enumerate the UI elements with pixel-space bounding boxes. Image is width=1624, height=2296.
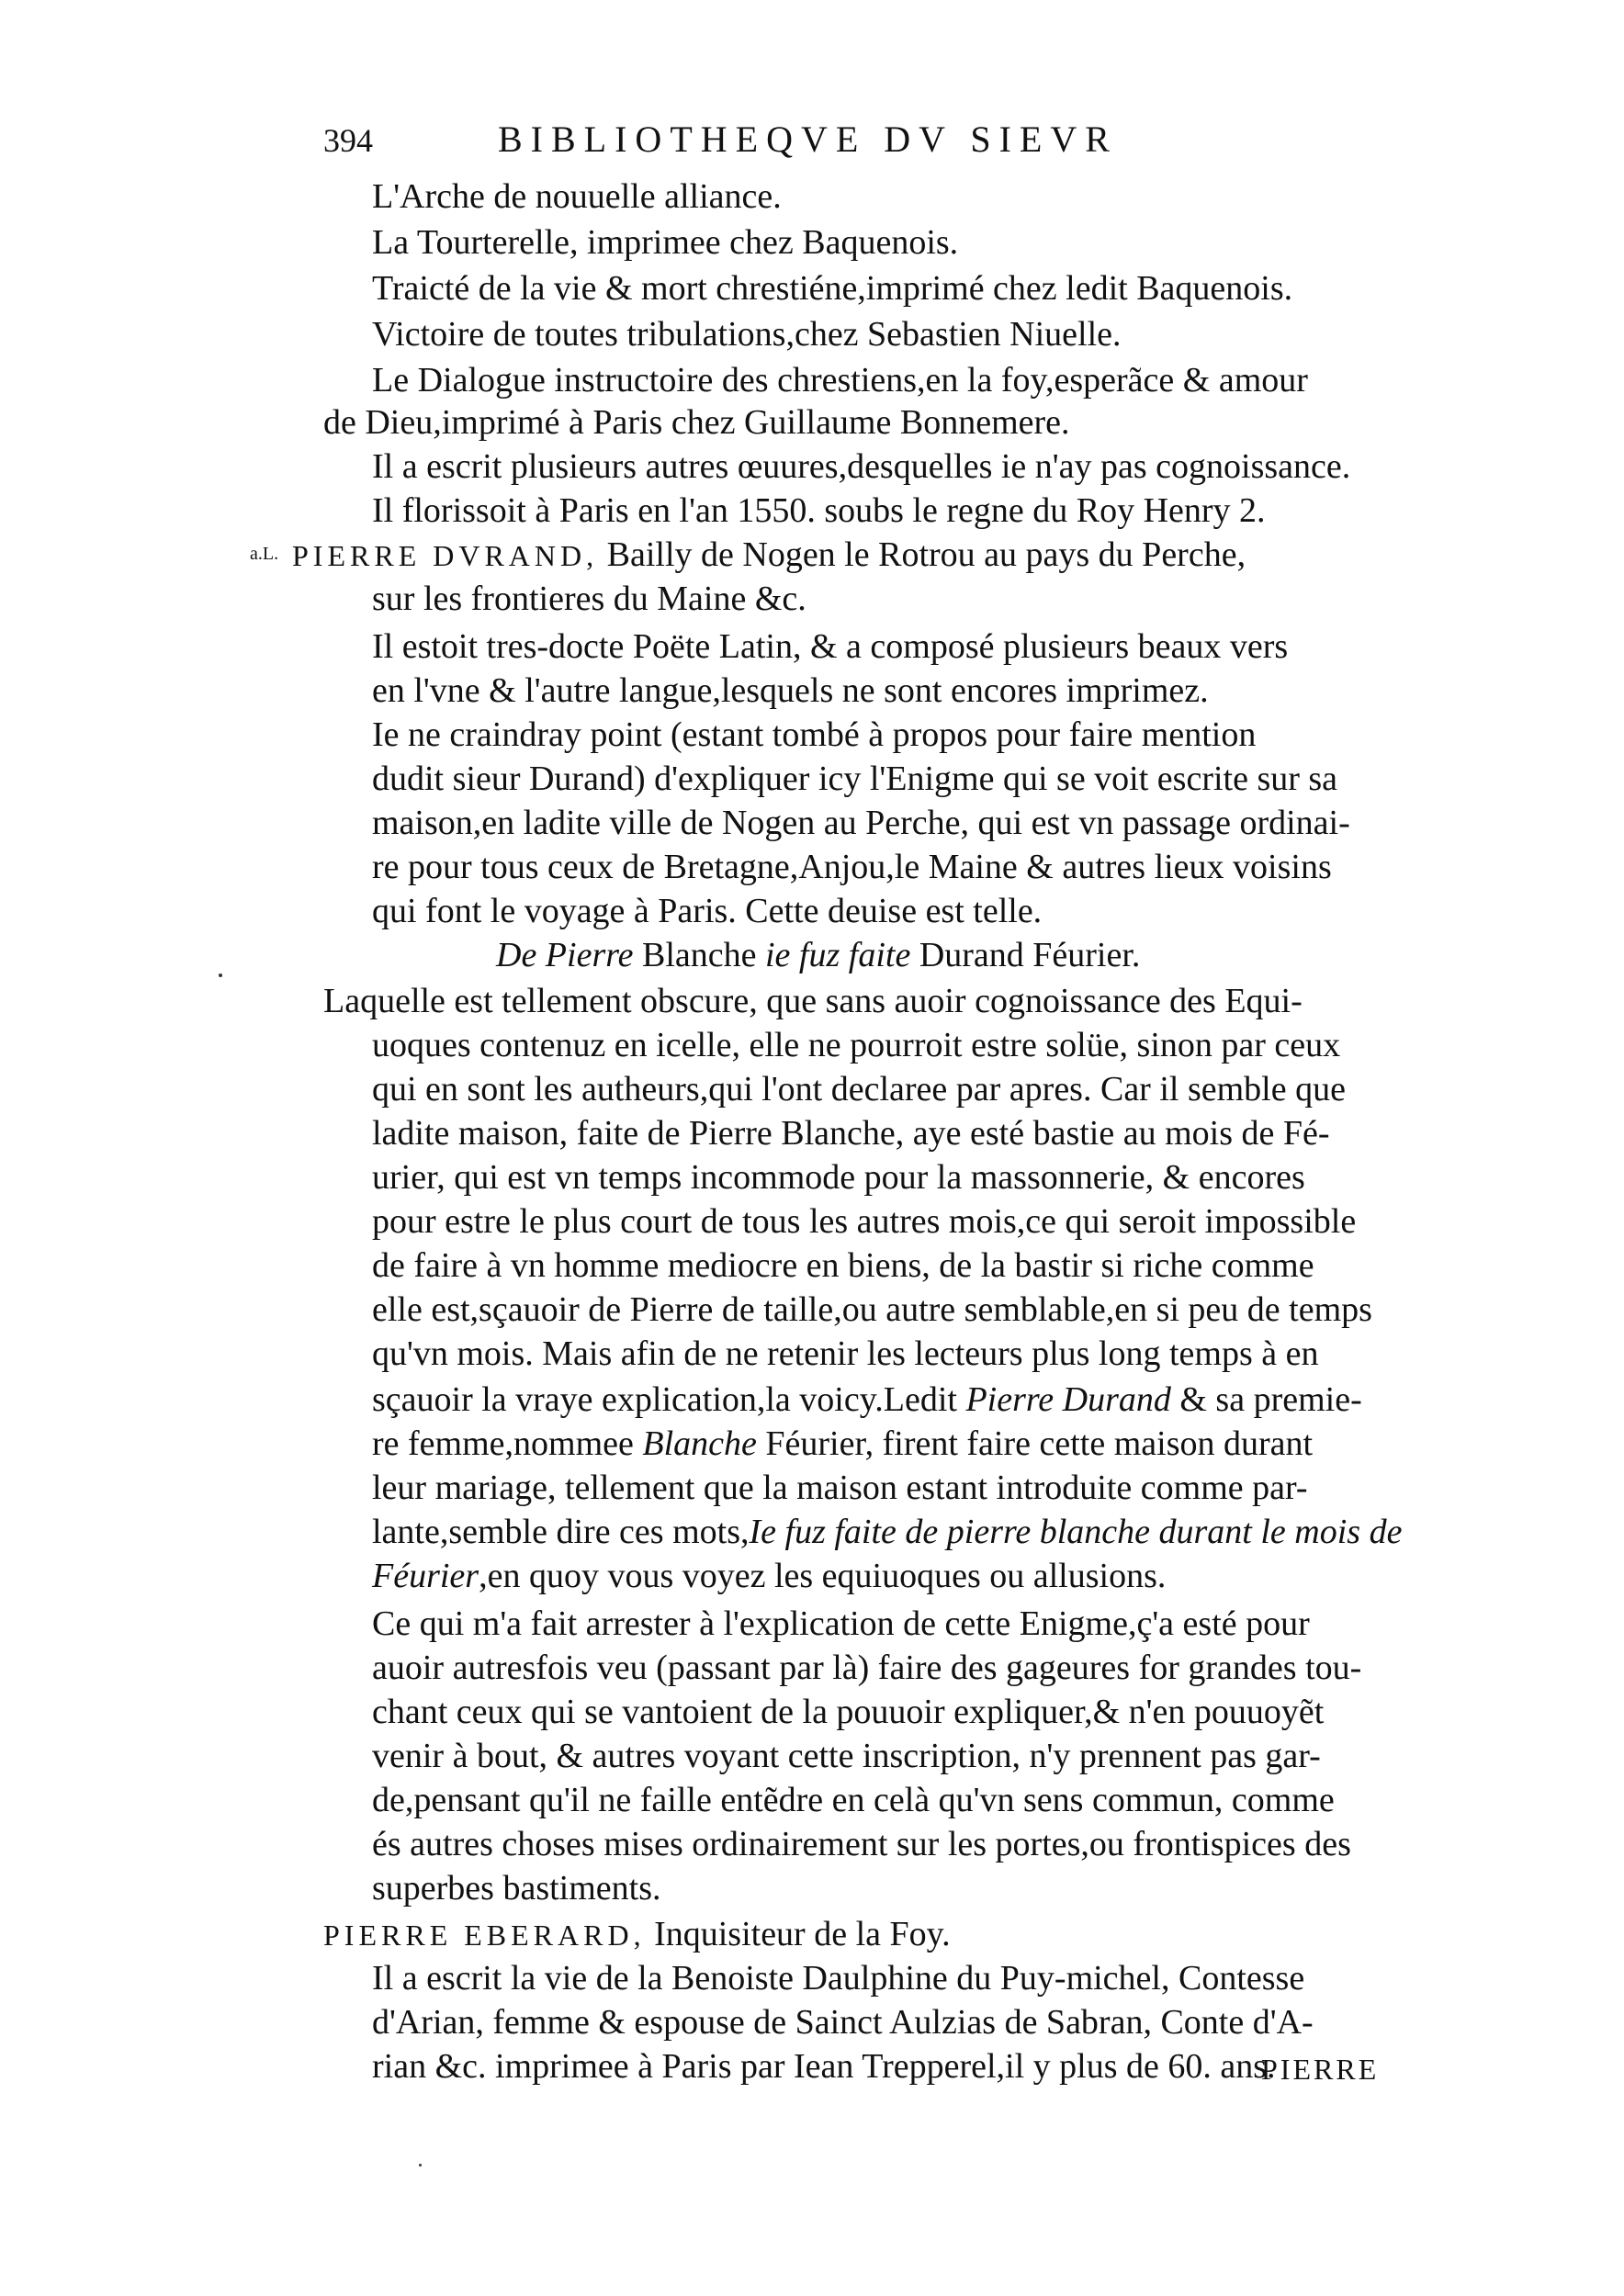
text-line: sur les frontieres du Maine &c. (372, 580, 806, 618)
text-span: Féurier (756, 1424, 865, 1463)
text-line: Ie ne craindray point (estant tombé à propos pour faire mention (372, 715, 1257, 754)
text-line: Il a escrit plusieurs autres œuures,desquelles ie n'ay pas cognoissance. (372, 447, 1351, 486)
text-line: chant ceux qui se vantoient de la pouuoir expliquer,& n'en pouuoyẽt (372, 1693, 1325, 1731)
devise-part: ie fuz faite (756, 936, 919, 974)
text-line: pour estre le plus court de tous les autres mois,ce qui seroit impossible (372, 1202, 1357, 1241)
text-line: dudit sieur Durand) d'expliquer icy l'Enigme qui se voit escrite sur sa (372, 760, 1338, 798)
text-line: qui en sont les autheurs,qui l'ont declaree par apres. Car il semble que (372, 1070, 1346, 1109)
text-span: ,en quoy vous voyez les equiuoques ou allusions. (479, 1557, 1167, 1595)
entry-name: PIERRE EBERARD, (323, 1919, 646, 1952)
text-line (372, 1378, 1362, 1422)
text-line: Victoire de toutes tribulations,chez Sebastien Niuelle. (372, 315, 1122, 354)
text-line: Le Dialogue instructoire des chrestiens,en la foy,esperãce & amour (372, 361, 1308, 400)
text-line: de,pensant qu'il ne faille entẽdre en celà qu'vn sens commun, comme (372, 1781, 1335, 1819)
text-span: lante,semble dire ces mots, (372, 1513, 750, 1551)
text-line: en l'vne & l'autre langue,lesquels ne sont encores imprimez. (372, 671, 1209, 710)
text-line: qu'vn mois. Mais afin de ne retenir les lecteurs plus long temps à en (372, 1334, 1319, 1373)
entry-description: Inquisiteur de la Foy. (645, 1915, 951, 1953)
text-line: uoques contenuz en icelle, elle ne pourroit estre solüe, sinon par ceux (372, 1026, 1341, 1064)
margin-note: a.L. (250, 544, 279, 564)
page-header (323, 118, 1269, 173)
text-span: & sa premie- (1170, 1380, 1362, 1419)
running-head: BIBLIOTHEQVE DV SIEVR (498, 118, 1118, 160)
text-line: Laquelle est tellement obscure, que sans auoir cognoissance des Equi- (323, 982, 1303, 1020)
text-line: leur mariage, tellement que la maison estant introduite comme par- (372, 1469, 1308, 1507)
devise-part: Blanche (641, 936, 757, 974)
text-line: qui font le voyage à Paris. Cette deuise est telle. (372, 892, 1043, 930)
text-span: sçauoir la vraye explication,la voicy.Ledit (372, 1380, 966, 1419)
text-line: elle est,sçauoir de Pierre de taille,ou autre semblable,en si peu de temps (372, 1290, 1372, 1329)
text-line: Il florissoit à Paris en l'an 1550. soubs le regne du Roy Henry 2. (372, 491, 1266, 530)
entry-name: PIERRE DVRAND, (292, 539, 599, 572)
text-line: Traicté de la vie & mort chrestiéne,imprimé chez ledit Baquenois. (372, 269, 1293, 308)
text-span: Féurier (372, 1557, 479, 1595)
text-line: urier, qui est vn temps incommode pour la massonnerie, & encores (372, 1158, 1305, 1197)
catchword: PIERRE (1261, 2053, 1380, 2086)
paper-speck (419, 2164, 422, 2167)
text-span: re femme,nommee (372, 1424, 643, 1463)
text-line: auoir autresfois veu (passant par là) faire des gageures for grandes tou- (372, 1649, 1362, 1687)
text-line: superbes bastiments. (372, 1869, 661, 1908)
text-line: La Tourterelle, imprimee chez Baquenois. (372, 223, 959, 262)
devise-part: Durand (919, 936, 1024, 974)
text-span: Pierre Durand (965, 1380, 1171, 1419)
text-line: de faire à vn homme mediocre en biens, de la bastir si riche comme (372, 1246, 1314, 1285)
text-line: rian &c. imprimee à Paris par Iean Trepperel,il y plus de 60. ans. (372, 2047, 1276, 2086)
text-line: L'Arche de nouuelle alliance. (372, 177, 782, 216)
devise-part: Féurier. (1023, 936, 1141, 974)
text-line: és autres choses mises ordinairement sur les portes,ou frontispices des (372, 1825, 1351, 1863)
text-line: re pour tous ceux de Bretagne,Anjou,le Maine & autres lieux voisins (372, 848, 1332, 886)
text-span: Ie fuz faite de pierre blanche durant le mois de (749, 1513, 1403, 1551)
devise-line (496, 933, 1140, 977)
text-line (372, 1510, 1402, 1554)
entry-heading-eberard (323, 1912, 951, 1956)
entry-description: Bailly de Nogen le Rotrou au pays du Perche, (598, 535, 1246, 574)
text-span: Blanche (642, 1424, 757, 1463)
text-line: Il a escrit la vie de la Benoiste Daulphine du Puy-michel, Contesse (372, 1959, 1305, 1998)
entry-heading-durand (292, 533, 1246, 577)
text-line: d'Arian, femme & espouse de Sainct Aulzias de Sabran, Conte d'A- (372, 2003, 1314, 2042)
text-line: venir à bout, & autres voyant cette inscription, n'y prennent pas gar- (372, 1737, 1321, 1775)
text-line: ladite maison, faite de Pierre Blanche, aye esté bastie au mois de Fé- (372, 1114, 1330, 1153)
text-line (372, 1422, 1313, 1466)
devise-part: De Pierre (496, 936, 642, 974)
text-span: , firent faire cette maison durant (864, 1424, 1314, 1463)
text-line: Ce qui m'a fait arrester à l'explication de cette Enigme,ç'a esté pour (372, 1604, 1310, 1643)
text-line (372, 1554, 1166, 1598)
text-line: maison,en ladite ville de Nogen au Perche, qui est vn passage ordinai- (372, 804, 1350, 842)
text-line: Il estoit tres-docte Poëte Latin, & a composé plusieurs beaux vers (372, 627, 1289, 666)
paper-speck (219, 974, 222, 977)
text-line: de Dieu,imprimé à Paris chez Guillaume Bonnemere. (323, 403, 1070, 442)
page-number: 394 (323, 122, 373, 159)
